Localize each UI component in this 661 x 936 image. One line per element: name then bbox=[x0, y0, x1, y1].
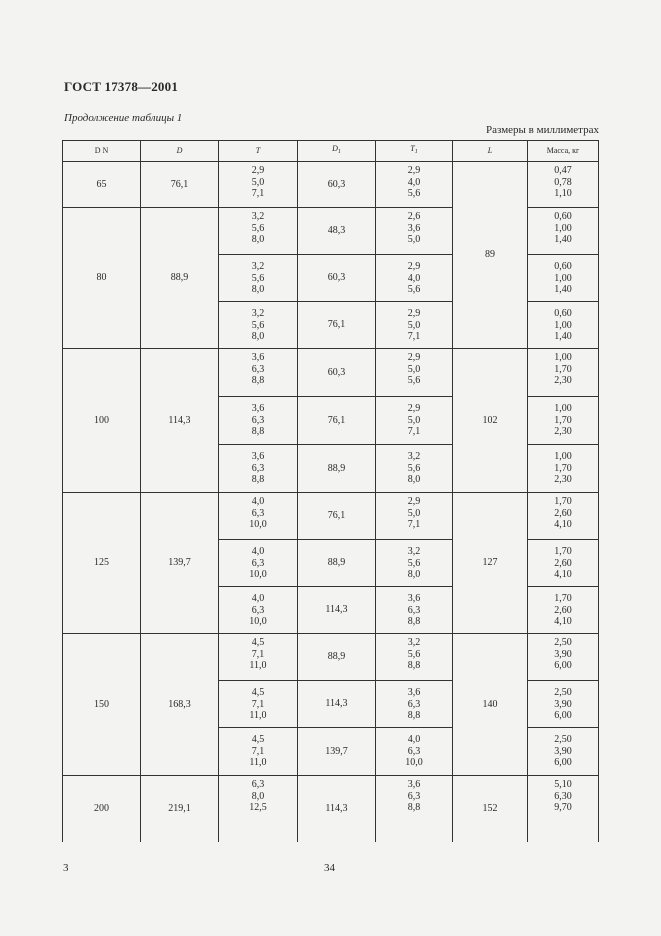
mass-cell: 1,70 2,60 4,10 bbox=[528, 540, 599, 587]
mass-cell: 5,10 6,30 9,70 bbox=[528, 776, 599, 842]
t-cell: 4,5 7,1 11,0 bbox=[219, 728, 298, 776]
t1-cell: 3,6 6,3 8,8 bbox=[376, 681, 453, 728]
t1-cell: 3,2 5,6 8,8 bbox=[376, 634, 453, 681]
column-header: Масса, кг bbox=[528, 141, 599, 162]
mass-cell: 0,60 1,00 1,40 bbox=[528, 302, 599, 349]
t-cell: 3,2 5,6 8,0 bbox=[219, 255, 298, 302]
units-note: Размеры в миллиметрах bbox=[486, 124, 599, 136]
d1-cell: 76,1 bbox=[298, 302, 376, 349]
t1-cell: 3,6 6,3 8,8 bbox=[376, 776, 453, 842]
column-header: $T_1$ bbox=[376, 141, 453, 162]
l-cell: 152 bbox=[453, 776, 528, 842]
dn-cell: 80 bbox=[63, 208, 141, 349]
t1-cell: 4,0 6,3 10,0 bbox=[376, 728, 453, 776]
mass-cell: 0,60 1,00 1,40 bbox=[528, 208, 599, 255]
t-cell: 4,0 6,3 10,0 bbox=[219, 540, 298, 587]
table-row bbox=[63, 162, 599, 208]
d-cell: 168,3 bbox=[141, 634, 219, 776]
mass-cell: 1,00 1,70 2,30 bbox=[528, 397, 599, 445]
table-row bbox=[63, 634, 599, 681]
column-header: D N bbox=[63, 141, 141, 162]
mass-cell: 1,00 1,70 2,30 bbox=[528, 445, 599, 493]
t1-cell: 3,2 5,6 8,0 bbox=[376, 445, 453, 493]
column-header: D bbox=[141, 141, 219, 162]
d1-cell: 60,3 bbox=[298, 255, 376, 302]
mass-cell: 1,70 2,60 4,10 bbox=[528, 493, 599, 540]
footer-mark: 3 bbox=[63, 862, 69, 874]
d-cell: 76,1 bbox=[141, 162, 219, 208]
t-cell: 6,3 8,0 12,5 bbox=[219, 776, 298, 842]
d1-cell: 48,3 bbox=[298, 208, 376, 255]
mass-cell: 0,47 0,78 1,10 bbox=[528, 162, 599, 208]
t-cell: 3,6 6,3 8,8 bbox=[219, 397, 298, 445]
d1-cell: 76,1 bbox=[298, 493, 376, 540]
mass-cell: 2,50 3,90 6,00 bbox=[528, 728, 599, 776]
t-cell: 4,5 7,1 11,0 bbox=[219, 681, 298, 728]
l-cell: 102 bbox=[453, 349, 528, 493]
t1-cell: 2,9 4,0 5,6 bbox=[376, 162, 453, 208]
table-header-row bbox=[63, 141, 599, 162]
d1-cell: 76,1 bbox=[298, 397, 376, 445]
t1-cell: 2,9 5,0 7,1 bbox=[376, 493, 453, 540]
document-title: ГОСТ 17378—2001 bbox=[64, 79, 179, 94]
mass-cell: 2,50 3,90 6,00 bbox=[528, 681, 599, 728]
t-cell: 3,2 5,6 8,0 bbox=[219, 302, 298, 349]
column-header: $D_1$ bbox=[298, 141, 376, 162]
table-row bbox=[63, 493, 599, 540]
t-cell: 4,0 6,3 10,0 bbox=[219, 493, 298, 540]
t1-cell: 3,6 6,3 8,8 bbox=[376, 587, 453, 634]
t-cell: 3,6 6,3 8,8 bbox=[219, 349, 298, 397]
t-cell: 3,2 5,6 8,0 bbox=[219, 208, 298, 255]
t1-cell: 3,2 5,6 8,0 bbox=[376, 540, 453, 587]
table-row bbox=[63, 776, 599, 842]
l-cell: 140 bbox=[453, 634, 528, 776]
dn-cell: 200 bbox=[63, 776, 141, 842]
table-row bbox=[63, 349, 599, 397]
t1-cell: 2,9 4,0 5,6 bbox=[376, 255, 453, 302]
d-cell: 88,9 bbox=[141, 208, 219, 349]
dn-cell: 65 bbox=[63, 162, 141, 208]
t-cell: 3,6 6,3 8,8 bbox=[219, 445, 298, 493]
t-cell: 4,0 6,3 10,0 bbox=[219, 587, 298, 634]
l-cell: 127 bbox=[453, 493, 528, 634]
page-number: 34 bbox=[324, 862, 335, 874]
d1-cell: 139,7 bbox=[298, 728, 376, 776]
t1-cell: 2,9 5,0 7,1 bbox=[376, 397, 453, 445]
mass-cell: 1,00 1,70 2,30 bbox=[528, 349, 599, 397]
mass-cell: 0,60 1,00 1,40 bbox=[528, 255, 599, 302]
d1-cell: 114,3 bbox=[298, 776, 376, 842]
d1-cell: 88,9 bbox=[298, 540, 376, 587]
mass-cell: 1,70 2,60 4,10 bbox=[528, 587, 599, 634]
l-cell: 89 bbox=[453, 162, 528, 349]
d-cell: 139,7 bbox=[141, 493, 219, 634]
t-cell: 4,5 7,1 11,0 bbox=[219, 634, 298, 681]
mass-cell: 2,50 3,90 6,00 bbox=[528, 634, 599, 681]
column-header: T bbox=[219, 141, 298, 162]
d1-cell: 60,3 bbox=[298, 162, 376, 208]
dimensions-table bbox=[62, 140, 599, 842]
t1-cell: 2,9 5,0 5,6 bbox=[376, 349, 453, 397]
d1-cell: 114,3 bbox=[298, 587, 376, 634]
dn-cell: 125 bbox=[63, 493, 141, 634]
d1-cell: 88,9 bbox=[298, 634, 376, 681]
t-cell: 2,9 5,0 7,1 bbox=[219, 162, 298, 208]
d1-cell: 114,3 bbox=[298, 681, 376, 728]
dn-cell: 100 bbox=[63, 349, 141, 493]
t1-cell: 2,9 5,0 7,1 bbox=[376, 302, 453, 349]
column-header: L bbox=[453, 141, 528, 162]
d1-cell: 88,9 bbox=[298, 445, 376, 493]
dn-cell: 150 bbox=[63, 634, 141, 776]
d1-cell: 60,3 bbox=[298, 349, 376, 397]
table-caption: Продолжение таблицы 1 bbox=[64, 112, 183, 124]
t1-cell: 2,6 3,6 5,0 bbox=[376, 208, 453, 255]
d-cell: 114,3 bbox=[141, 349, 219, 493]
d-cell: 219,1 bbox=[141, 776, 219, 842]
